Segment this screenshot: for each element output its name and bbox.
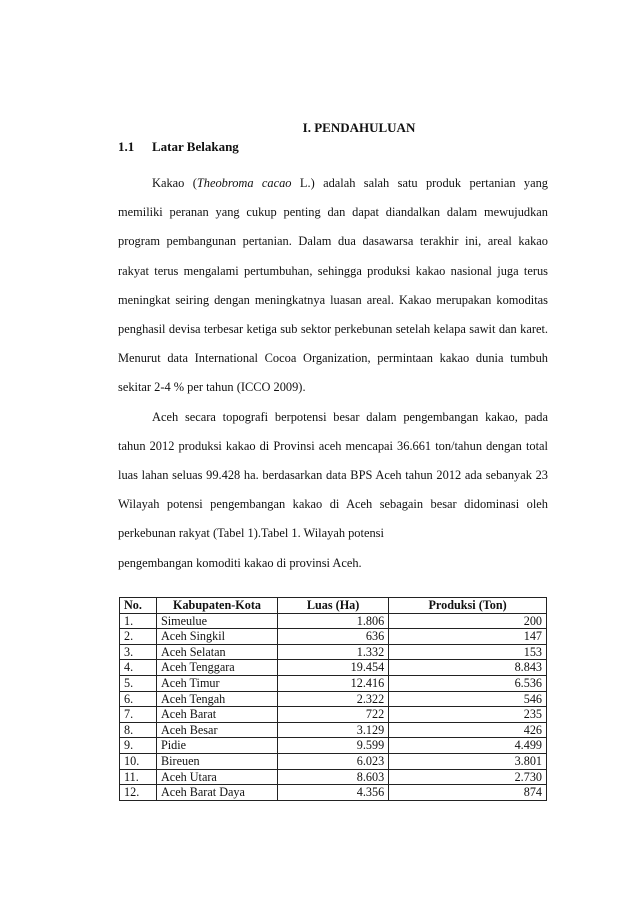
cell-luas: 4.356 <box>278 785 389 801</box>
cell-luas: 636 <box>278 629 389 645</box>
cell-kabupaten: Aceh Timur <box>157 675 278 691</box>
cell-produksi: 200 <box>389 613 547 629</box>
cell-luas: 722 <box>278 707 389 723</box>
table-row <box>120 722 547 738</box>
section-number: 1.1 <box>118 139 135 154</box>
latin-name: Theobroma cacao <box>196 176 292 190</box>
cell-produksi: 546 <box>389 691 547 707</box>
header-produksi: Produksi (Ton) <box>389 598 547 614</box>
paragraph-1-start: Kakao ( <box>152 176 197 190</box>
cell-produksi: 426 <box>389 722 547 738</box>
cell-produksi: 874 <box>389 785 547 801</box>
header-kabupaten: Kabupaten-Kota <box>157 598 278 614</box>
table-body <box>120 613 547 800</box>
cell-no: 7. <box>120 707 157 723</box>
cell-no: 2. <box>120 629 157 645</box>
table-row <box>120 753 547 769</box>
table-row <box>120 707 547 723</box>
cell-kabupaten: Aceh Tengah <box>157 691 278 707</box>
table-row <box>120 769 547 785</box>
cell-produksi: 153 <box>389 644 547 660</box>
table-row <box>120 675 547 691</box>
cell-no: 6. <box>120 691 157 707</box>
cell-produksi: 8.843 <box>389 660 547 676</box>
cell-luas: 1.332 <box>278 644 389 660</box>
cell-kabupaten: Pidie <box>157 738 278 754</box>
cell-kabupaten: Aceh Tenggara <box>157 660 278 676</box>
cell-luas: 19.454 <box>278 660 389 676</box>
cell-produksi: 235 <box>389 707 547 723</box>
cell-no: 3. <box>120 644 157 660</box>
cell-produksi: 3.801 <box>389 753 547 769</box>
cell-no: 5. <box>120 675 157 691</box>
cell-no: 10. <box>120 753 157 769</box>
cell-no: 4. <box>120 660 157 676</box>
cell-no: 9. <box>120 738 157 754</box>
table-row <box>120 644 547 660</box>
cell-no: 11. <box>120 769 157 785</box>
cell-luas: 6.023 <box>278 753 389 769</box>
table-row <box>120 629 547 645</box>
table-row <box>120 691 547 707</box>
paragraph-1-rest: L.) adalah salah satu produk pertanian yang memiliki peranan yang cukup penting dan dapat diandalkan dalam mewujudkan program pembangunan pertanian. Dalam dua dasawarsa terakhir ini, areal kakao rakyat terus mengalami pertumbuhan, sehingga produksi kakao nasional juga terus meningkat seiring dengan meningkatnya luasan areal. Kakao merupakan komoditas penghasil devisa terbesar ketiga sub sektor perkebunan setelah kelapa sawit dan karet. Menurut data International Cocoa Organization, permintaan kakao dunia tumbuh sekitar 2-4 % per tahun (ICCO 2009). <box>118 176 549 395</box>
cell-no: 1. <box>120 613 157 629</box>
cell-no: 8. <box>120 722 157 738</box>
header-no: No. <box>120 598 157 614</box>
cell-produksi: 4.499 <box>389 738 547 754</box>
cell-luas: 9.599 <box>278 738 389 754</box>
cell-produksi: 147 <box>389 629 547 645</box>
cell-produksi: 2.730 <box>389 769 547 785</box>
kakao-table <box>119 597 547 801</box>
body-text <box>118 169 548 578</box>
cell-kabupaten: Simeulue <box>157 613 278 629</box>
table-header-row <box>120 598 547 614</box>
cell-kabupaten: Aceh Selatan <box>157 644 278 660</box>
paragraph-1 <box>118 169 548 403</box>
section-heading <box>118 139 239 155</box>
cell-produksi: 6.536 <box>389 675 547 691</box>
table-caption: pengembangan komoditi kakao di provinsi Aceh. <box>118 555 362 570</box>
table-row <box>120 785 547 801</box>
table-row <box>120 660 547 676</box>
cell-luas: 8.603 <box>278 769 389 785</box>
cell-luas: 3.129 <box>278 722 389 738</box>
header-luas: Luas (Ha) <box>278 598 389 614</box>
cell-kabupaten: Aceh Barat Daya <box>157 785 278 801</box>
cell-kabupaten: Aceh Besar <box>157 722 278 738</box>
cell-no: 12. <box>120 785 157 801</box>
chapter-title: I. PENDAHULUAN <box>302 120 416 135</box>
cell-kabupaten: Aceh Utara <box>157 769 278 785</box>
cell-luas: 12.416 <box>278 675 389 691</box>
cell-kabupaten: Aceh Singkil <box>157 629 278 645</box>
cell-kabupaten: Aceh Barat <box>157 707 278 723</box>
paragraph-2-text: Aceh secara topografi berpotensi besar dalam pengembangan kakao, pada tahun 2012 produksi kakao di Provinsi aceh mencapai 36.661 ton/tahun dengan total luas lahan seluas 99.428 ha. berdasarkan data BPS Aceh tahun 2012 ada sebanyak 23 Wilayah potensi pengembangan kakao di Aceh sebagain besar didominasi oleh perkebunan rakyat (Tabel 1).Tabel 1. Wilayah potensi <box>118 409 548 541</box>
paragraph-2 <box>118 403 548 549</box>
section-title: Latar Belakang <box>152 139 239 154</box>
cell-luas: 1.806 <box>278 613 389 629</box>
table-row <box>120 738 547 754</box>
cell-luas: 2.322 <box>278 691 389 707</box>
cell-kabupaten: Bireuen <box>157 753 278 769</box>
table-row <box>120 613 547 629</box>
